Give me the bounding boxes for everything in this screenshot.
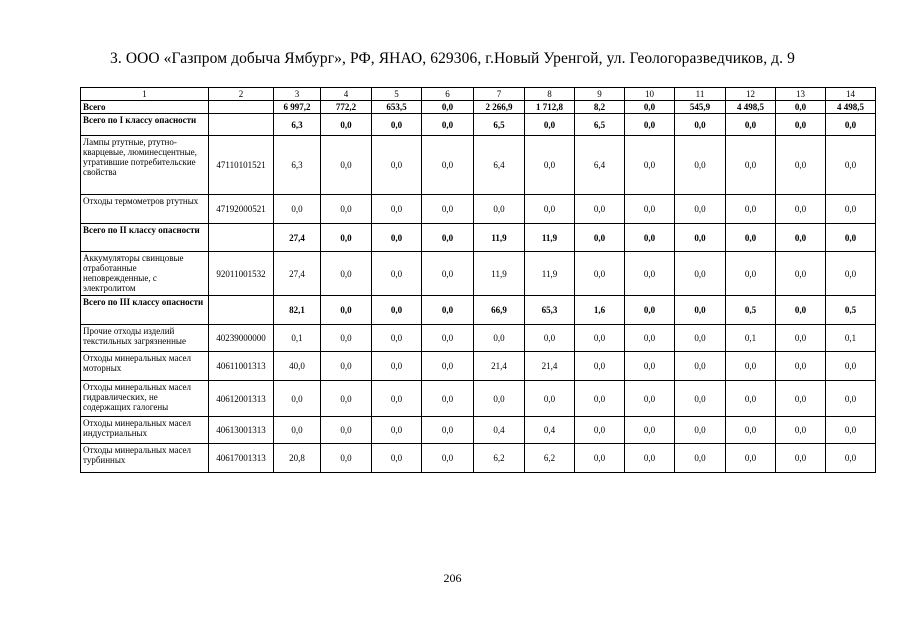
page-heading: 3. ООО «Газпром добыча Ямбург», РФ, ЯНАО, 629306, г.Новый Уренгой, ул. Геологоразведчиков, д. 9 [110, 50, 795, 67]
waste-table [80, 87, 876, 473]
table-cell: 0,0 [726, 195, 776, 224]
table-cell: 0,1 [726, 325, 776, 352]
table-cell: 6,2 [474, 444, 525, 473]
total-row [81, 224, 876, 252]
table-row [81, 325, 876, 352]
table-cell: 0,0 [575, 252, 625, 296]
column-number: 6 [422, 88, 474, 101]
table-cell: 0,0 [675, 136, 726, 195]
table-cell: 653,5 [372, 101, 422, 114]
waste-code: 40617001313 [209, 444, 274, 473]
table-cell: 6,2 [525, 444, 575, 473]
table-cell: 0,0 [321, 252, 372, 296]
table-cell: 0,0 [776, 195, 826, 224]
table-cell: 0,0 [422, 417, 474, 444]
table-cell: 0,0 [726, 252, 776, 296]
table-cell: 0,0 [776, 417, 826, 444]
table-cell: 0,1 [826, 325, 876, 352]
column-number: 11 [675, 88, 726, 101]
table-cell: 0,0 [625, 136, 675, 195]
table-cell: 0,0 [826, 195, 876, 224]
table-cell: 0,0 [321, 296, 372, 325]
waste-code: 40612001313 [209, 381, 274, 417]
waste-name: Всего по II классу опасности [81, 224, 209, 252]
table-cell: 0,0 [422, 101, 474, 114]
table-cell: 0,0 [321, 114, 372, 136]
table-cell: 8,2 [575, 101, 625, 114]
table-cell: 0,0 [726, 444, 776, 473]
waste-name: Отходы минеральных масел гидравлических, не содержащих галогены [81, 381, 209, 417]
table-cell: 6,5 [575, 114, 625, 136]
table-cell: 0,0 [372, 114, 422, 136]
column-number: 12 [726, 88, 776, 101]
table-cell: 40,0 [274, 352, 321, 381]
table-cell: 0,0 [274, 195, 321, 224]
table-cell: 0,0 [776, 381, 826, 417]
table-cell: 6 997,2 [274, 101, 321, 114]
table-cell: 0,0 [826, 114, 876, 136]
table-cell: 0,0 [776, 101, 826, 114]
table-cell: 0,0 [321, 224, 372, 252]
table-row [81, 417, 876, 444]
table-cell: 0,0 [675, 195, 726, 224]
table-cell: 0,0 [826, 136, 876, 195]
table-row [81, 352, 876, 381]
table-cell: 0,0 [726, 417, 776, 444]
table-cell: 0,0 [826, 224, 876, 252]
table-cell: 545,9 [675, 101, 726, 114]
waste-code: 92011001532 [209, 252, 274, 296]
table-cell: 6,3 [274, 136, 321, 195]
table-cell: 0,0 [422, 325, 474, 352]
table-row [81, 381, 876, 417]
table-cell: 4 498,5 [726, 101, 776, 114]
table-cell: 0,0 [575, 195, 625, 224]
waste-name: Отходы термометров ртутных [81, 195, 209, 224]
table-cell: 27,4 [274, 252, 321, 296]
table-cell: 0,0 [575, 352, 625, 381]
table-cell: 0,0 [826, 444, 876, 473]
table-cell: 0,0 [321, 325, 372, 352]
table-cell: 0,0 [525, 325, 575, 352]
table-cell: 0,0 [321, 381, 372, 417]
table-cell: 0,0 [422, 195, 474, 224]
table-cell: 6,4 [575, 136, 625, 195]
table-cell: 0,0 [525, 381, 575, 417]
table-cell: 1,6 [575, 296, 625, 325]
table-cell: 0,0 [776, 352, 826, 381]
table-cell: 0,4 [525, 417, 575, 444]
table-cell: 82,1 [274, 296, 321, 325]
table-cell: 0,0 [422, 352, 474, 381]
waste-name: Всего [81, 101, 209, 114]
table-cell: 11,9 [525, 252, 575, 296]
table-cell: 65,3 [525, 296, 575, 325]
waste-code [209, 296, 274, 325]
column-number: 7 [474, 88, 525, 101]
table-cell: 0,0 [726, 352, 776, 381]
table-cell: 0,0 [726, 136, 776, 195]
table-cell: 1 712,8 [525, 101, 575, 114]
table-row [81, 252, 876, 296]
table-cell: 0,0 [625, 224, 675, 252]
table-cell: 0,0 [675, 352, 726, 381]
table-cell: 0,0 [321, 352, 372, 381]
table-cell: 0,0 [372, 296, 422, 325]
table-cell: 20,8 [274, 444, 321, 473]
table-cell: 0,0 [422, 296, 474, 325]
waste-name: Лампы ртутные, ртутно-кварцевые, люминесцентные, утратившие потребительские свойства [81, 136, 209, 195]
waste-name: Всего по III классу опасности [81, 296, 209, 325]
waste-name: Отходы минеральных масел турбинных [81, 444, 209, 473]
table-cell: 0,0 [575, 224, 625, 252]
table-cell: 2 266,9 [474, 101, 525, 114]
table-cell: 0,0 [372, 224, 422, 252]
waste-code: 40611001313 [209, 352, 274, 381]
table-cell: 0,0 [675, 296, 726, 325]
total-row [81, 101, 876, 114]
table-cell: 0,0 [826, 252, 876, 296]
table-cell: 0,0 [675, 417, 726, 444]
table-cell: 0,0 [321, 444, 372, 473]
table-cell: 21,4 [525, 352, 575, 381]
table-cell: 772,2 [321, 101, 372, 114]
table-cell: 6,4 [474, 136, 525, 195]
table-cell: 0,0 [575, 325, 625, 352]
table-cell: 0,0 [726, 381, 776, 417]
table-cell: 0,0 [625, 381, 675, 417]
table-cell: 6,5 [474, 114, 525, 136]
page-number: 206 [443, 571, 462, 585]
table-cell: 0,0 [776, 296, 826, 325]
table-cell: 0,0 [625, 296, 675, 325]
waste-code: 47192000521 [209, 195, 274, 224]
waste-name: Отходы минеральных масел моторных [81, 352, 209, 381]
column-number: 5 [372, 88, 422, 101]
column-number: 1 [81, 88, 209, 101]
waste-code: 47110101521 [209, 136, 274, 195]
table-cell: 0,0 [675, 224, 726, 252]
table-cell: 0,0 [625, 444, 675, 473]
table-cell: 0,0 [675, 114, 726, 136]
table-cell: 0,0 [625, 417, 675, 444]
table-cell: 0,0 [422, 114, 474, 136]
table-cell: 0,0 [422, 252, 474, 296]
table-cell: 0,0 [776, 444, 826, 473]
table-cell: 0,0 [776, 224, 826, 252]
table-cell: 0,0 [776, 325, 826, 352]
waste-code [209, 101, 274, 114]
table-cell: 0,4 [474, 417, 525, 444]
column-number: 4 [321, 88, 372, 101]
table-cell: 0,0 [422, 381, 474, 417]
table-cell: 0,0 [776, 136, 826, 195]
table-cell: 0,0 [474, 195, 525, 224]
table-cell: 0,0 [575, 381, 625, 417]
table-cell: 0,0 [776, 114, 826, 136]
table-cell: 0,0 [675, 252, 726, 296]
table-cell: 0,0 [422, 444, 474, 473]
table-cell: 0,0 [525, 136, 575, 195]
waste-code [209, 224, 274, 252]
table-cell: 0,0 [321, 195, 372, 224]
table-cell: 0,0 [675, 444, 726, 473]
table-cell: 0,0 [726, 224, 776, 252]
table-cell: 0,0 [776, 252, 826, 296]
waste-code: 40239000000 [209, 325, 274, 352]
table-cell: 11,9 [474, 224, 525, 252]
table-cell: 0,0 [625, 101, 675, 114]
table-cell: 0,0 [675, 325, 726, 352]
table-cell: 4 498,5 [826, 101, 876, 114]
table-cell: 6,3 [274, 114, 321, 136]
table-row [81, 195, 876, 224]
table-cell: 0,0 [372, 252, 422, 296]
table-cell: 0,0 [422, 136, 474, 195]
waste-code: 40613001313 [209, 417, 274, 444]
total-row [81, 296, 876, 325]
table-cell: 0,0 [625, 195, 675, 224]
table-cell: 0,0 [321, 417, 372, 444]
table-cell: 0,0 [826, 417, 876, 444]
table-cell: 0,0 [422, 224, 474, 252]
table-cell: 0,0 [826, 381, 876, 417]
table-cell: 0,0 [372, 381, 422, 417]
table-cell: 0,0 [321, 136, 372, 195]
table-cell: 0,0 [726, 114, 776, 136]
table-cell: 0,0 [575, 417, 625, 444]
waste-name: Аккумуляторы свинцовые отработанные неповрежденные, с электролитом [81, 252, 209, 296]
column-number: 8 [525, 88, 575, 101]
table-cell: 0,0 [525, 195, 575, 224]
table-cell: 0,0 [625, 325, 675, 352]
table-cell: 0,0 [372, 352, 422, 381]
table-cell: 0,0 [372, 325, 422, 352]
table-cell: 0,0 [826, 352, 876, 381]
waste-name: Всего по I классу опасности [81, 114, 209, 136]
column-number: 9 [575, 88, 625, 101]
table-cell: 0,0 [372, 444, 422, 473]
table-cell: 0,5 [826, 296, 876, 325]
waste-code [209, 114, 274, 136]
table-cell: 0,0 [625, 252, 675, 296]
table-cell: 0,0 [372, 417, 422, 444]
column-number: 14 [826, 88, 876, 101]
table-cell: 21,4 [474, 352, 525, 381]
table-cell: 0,0 [372, 136, 422, 195]
waste-name: Отходы минеральных масел индустриальных [81, 417, 209, 444]
waste-name: Прочие отходы изделий текстильных загрязненные [81, 325, 209, 352]
table-cell: 0,5 [726, 296, 776, 325]
table-cell: 0,0 [474, 325, 525, 352]
table-cell: 0,0 [675, 381, 726, 417]
column-number: 10 [625, 88, 675, 101]
table-cell: 11,9 [474, 252, 525, 296]
table-header-row [81, 88, 876, 101]
table-cell: 0,0 [274, 381, 321, 417]
table-cell: 66,9 [474, 296, 525, 325]
table-cell: 0,0 [372, 195, 422, 224]
table-cell: 0,0 [575, 444, 625, 473]
table-cell: 0,1 [274, 325, 321, 352]
table-cell: 0,0 [474, 381, 525, 417]
column-number: 13 [776, 88, 826, 101]
table-cell: 0,0 [625, 114, 675, 136]
column-number: 3 [274, 88, 321, 101]
table-cell: 27,4 [274, 224, 321, 252]
column-number: 2 [209, 88, 274, 101]
table-cell: 0,0 [525, 114, 575, 136]
table-cell: 11,9 [525, 224, 575, 252]
table-cell: 0,0 [274, 417, 321, 444]
table-row [81, 444, 876, 473]
table-row [81, 136, 876, 195]
table-cell: 0,0 [625, 352, 675, 381]
total-row [81, 114, 876, 136]
